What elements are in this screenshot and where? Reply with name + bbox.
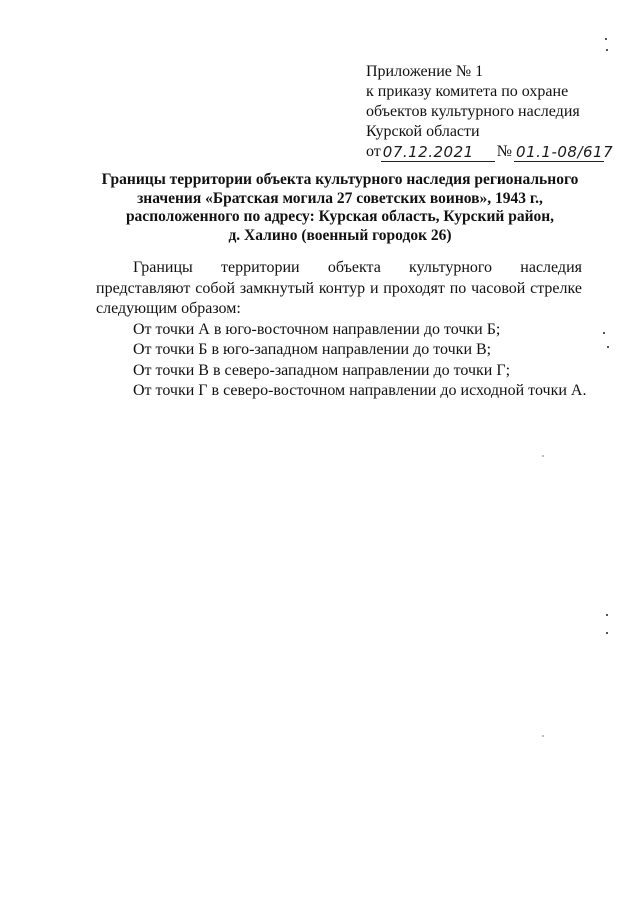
- boundary-description: Границы территории объекта культурного наследия представляют собой замкнутый контур и проходят по часовой стрелке следующим образом:: [96, 259, 582, 317]
- scan-artifact: [603, 332, 605, 334]
- scan-artifact: [542, 455, 544, 457]
- title-line: Границы территории объекта культурного наследия регионального: [101, 171, 579, 188]
- scan-artifact: [606, 49, 608, 51]
- appendix-header: [366, 62, 614, 162]
- appendix-order-line: к приказу комитета по охране: [366, 83, 569, 100]
- date-prefix: от: [366, 143, 381, 160]
- boundary-segment: От точки В в северо-западном направлении до точки Г;: [133, 361, 511, 379]
- document-body: [96, 258, 587, 402]
- boundary-segment: От точки Б в юго-западном направлении до точки В;: [133, 341, 492, 358]
- appendix-region-line: Курской области: [366, 123, 480, 140]
- title-line: расположенного по адресу: Курская область, Курский район,: [125, 208, 555, 225]
- order-date-number: [366, 142, 614, 162]
- appendix-number: Приложение № 1: [366, 63, 484, 80]
- document-title: [90, 171, 590, 245]
- order-date: 07.12.2021: [381, 144, 495, 162]
- scan-artifact: [606, 614, 608, 616]
- boundary-segment: От точки А в юго-восточном направлении до точки Б;: [133, 320, 501, 338]
- scan-artifact: [605, 38, 607, 40]
- scan-artifact: [607, 346, 609, 348]
- title-line: д. Халино (военный городок 26): [228, 226, 452, 244]
- scan-artifact: [606, 632, 608, 634]
- appendix-committee-line: объектов культурного наследия: [366, 103, 580, 120]
- scan-artifact: [542, 735, 544, 737]
- boundary-segment: От точки Г в северо-восточном направлении до исходной точки А.: [133, 382, 587, 399]
- order-number: 01.1-08/617: [516, 143, 614, 161]
- title-line: значения «Братская могила 27 советских воинов», 1943 г.,: [137, 189, 543, 207]
- number-prefix: №: [496, 143, 513, 160]
